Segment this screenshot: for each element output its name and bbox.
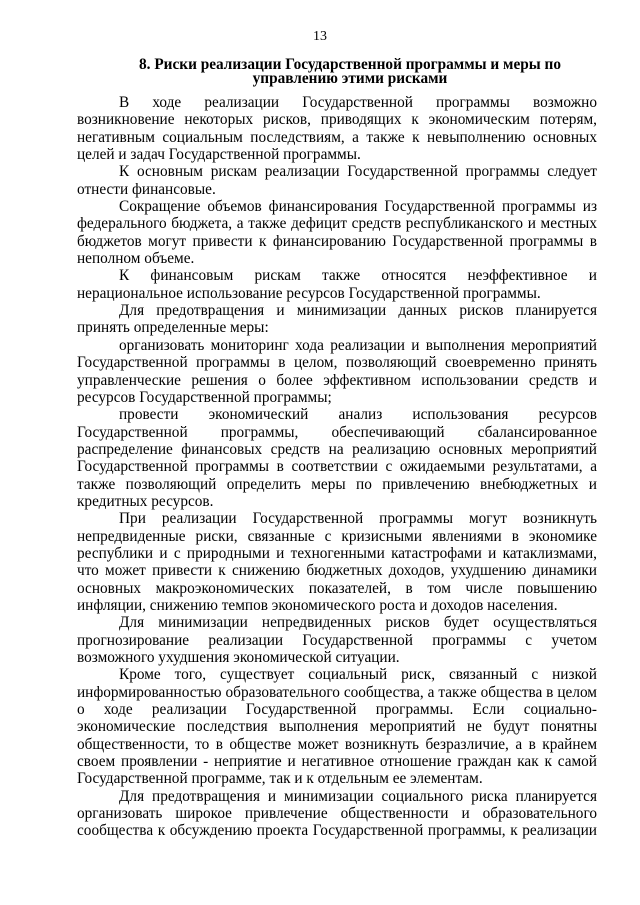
paragraph-funding-cuts: Сокращение объемов финансирования Государственной программы из федерального бюджета, а также дефицит средств республиканского и местных бюджетов могут привести к финансированию Государственной программы в неполном объеме. [77, 198, 597, 268]
paragraph-social-risk-prevention: Для предотвращения и минимизации социального риска планируется организовать широкое привлечение общественности и образовательного сообщества к обсуждению проекта Государственной программы, к реализации [77, 787, 597, 840]
paragraph-analysis-measure: провести экономический анализ использования ресурсов Государственной программы, обеспечивающий сбалансированное распределение финансовых средств на реализацию основных мероприятий Государственной программы в соответствии с ожидаемыми результатами, а также позволяющий определить меры по привлечению внебюджетных и кредитных ресурсов. [77, 406, 597, 510]
paragraph-forecasting: Для минимизации непредвиденных рисков будет осуществляться прогнозирование реализации Государственной программы с учетом возможного ухудшения экономической ситуации. [77, 614, 597, 666]
paragraph-social-risk: Кроме того, существует социальный риск, связанный с низкой информированностью образовательного сообщества, а также общества в целом о ходе реализации Государственной программы. Если социально-экономические последствия выполнения мероприятий не будут понятны общественности, то в обществе может возникнуть безразличие, а в крайнем своем проявлении - неприятие и негативное отношение граждан как к самой Государственной программе, так и к отдельным ее элементам. [77, 666, 597, 788]
paragraph-risks-intro: В ходе реализации Государственной программы возможно возникновение некоторых рисков, приводящих к экономическим потерям, негативным социальным последствиям, а также к невыполнению основных целей и задач Государственной программы. [77, 94, 597, 164]
document-body [77, 94, 597, 840]
paragraph-main-risks: К основным рискам реализации Государственной программы следует отнести финансовые. [77, 163, 597, 198]
paragraph-financial-risks: К финансовым рискам также относятся неэффективное и нерациональное использование ресурсов Государственной программы. [77, 267, 597, 302]
paragraph-prevention-measures: Для предотвращения и минимизации данных рисков планируется принять определенные меры: [77, 302, 597, 337]
page-number: 13 [313, 29, 327, 44]
section-heading: 8. Риски реализации Государственной программы и меры по управлению этими рисками [139, 56, 561, 87]
paragraph-unforeseen-risks: При реализации Государственной программы могут возникнуть непредвиденные риски, связанные с кризисными явлениями в экономике республики и с природными и техногенными катастрофами и катаклизмами, что может привести к снижению бюджетных доходов, ухудшению динамики основных макроэкономических показателей, в том числе повышению инфляции, снижению темпов экономического роста и доходов населения. [77, 510, 597, 614]
paragraph-monitoring-measure: организовать мониторинг хода реализации и выполнения мероприятий Государственной программы в целом, позволяющий своевременно принять управленческие решения о более эффективном использовании средств и ресурсов Государственной программы; [77, 336, 597, 406]
